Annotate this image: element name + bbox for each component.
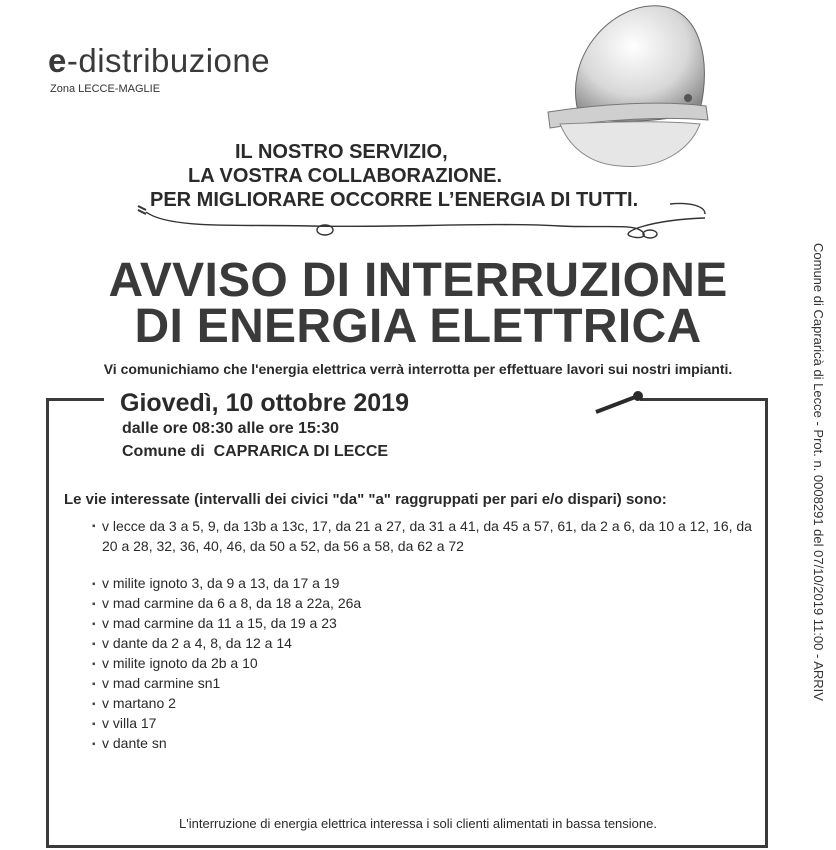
street-text: v villa 17 [102, 715, 157, 731]
list-item [92, 714, 732, 734]
street-text: v milite ignoto 3, da 9 a 13, da 17 a 19 [102, 575, 340, 591]
street-text: v lecce da 3 a 5, 9, da 13b a 13c, 17, da 21 a 27, da 31 a 41, da 45 a 57, 61, da 2 a 6, da 10 a 12, 16, da 20 a 28, 32, 36, 40, 46, da 50 a 52, da 56 a 58, da 62 a 72 [102, 518, 752, 554]
brand-logo [48, 42, 270, 80]
bullet-icon: ▪ [92, 739, 96, 750]
bullet-icon: ▪ [92, 521, 96, 532]
title-line-1: AVVISO DI INTERRUZIONE [108, 254, 728, 307]
comune-label: Comune di [122, 443, 205, 460]
bullet-icon: ▪ [92, 719, 96, 730]
street-text: v mad carmine sn1 [102, 675, 221, 691]
list-item [92, 594, 732, 614]
bullet-icon: ▪ [92, 679, 96, 690]
list-item [92, 674, 732, 694]
frame-top-left [46, 398, 104, 401]
bullet-icon: ▪ [92, 579, 96, 590]
bullet-icon: ▪ [92, 619, 96, 630]
slogan-line-3: PER MIGLIORARE OCCORRE L’ENERGIA DI TUTTI. [150, 189, 639, 211]
outage-date: Giovedì, 10 ottobre 2019 [120, 389, 409, 417]
protocol-stamp: Comune di Capraricà di Lecce - Prot. n. 0008291 del 07/10/2019 11:00 - ARRIV [811, 243, 826, 701]
slogan-line-2: LA VOSTRA COLLABORAZIONE. [188, 165, 503, 187]
list-item [92, 516, 762, 556]
street-text: v milite ignoto da 2b a 10 [102, 655, 258, 671]
footer-note: L'interruzione di energia elettrica interessa i soli clienti alimentati in bassa tensione. [179, 816, 657, 831]
brand-logo-e: e [48, 42, 67, 79]
brand-zone: Zona LECCE-MAGLIE [50, 83, 161, 95]
streets-heading: Le vie interessate (intervalli dei civici "da" "a" raggruppati per pari e/o dispari) sono: [64, 491, 667, 508]
list-item [92, 634, 732, 654]
bullet-icon: ▪ [92, 659, 96, 670]
list-item [92, 694, 732, 714]
street-text: v martano 2 [102, 695, 176, 711]
list-item [92, 574, 732, 594]
electric-cord-icon [130, 196, 720, 246]
outage-comune [122, 443, 388, 461]
comune-name: CAPRARICA DI LECCE [213, 443, 389, 460]
title-line-2: DI ENERGIA ELETTRICA [134, 300, 702, 353]
streets-list [92, 574, 732, 754]
intro-text: Vi comunichiamo che l'energia elettrica verrà interrotta per effettuare lavori sui nostri impianti. [103, 361, 733, 377]
outage-time: dalle ore 08:30 alle ore 15:30 [122, 420, 340, 437]
list-item [92, 654, 732, 674]
frame-top-right [640, 398, 765, 401]
list-item [92, 614, 732, 634]
plug-icon [592, 388, 652, 418]
bullet-icon: ▪ [92, 699, 96, 710]
list-item [92, 734, 732, 754]
street-text: v dante da 2 a 4, 8, da 12 a 14 [102, 635, 292, 651]
street-text: v mad carmine da 6 a 8, da 18 a 22a, 26a [102, 595, 362, 611]
street-text: v mad carmine da 11 a 15, da 19 a 23 [102, 615, 337, 631]
brand-name: -distribuzione [66, 42, 271, 79]
notice-title [0, 254, 836, 353]
bullet-icon: ▪ [92, 599, 96, 610]
bullet-icon: ▪ [92, 639, 96, 650]
slogan-line-1: IL NOSTRO SERVIZIO, [235, 141, 448, 163]
street-text: v dante sn [102, 735, 167, 751]
